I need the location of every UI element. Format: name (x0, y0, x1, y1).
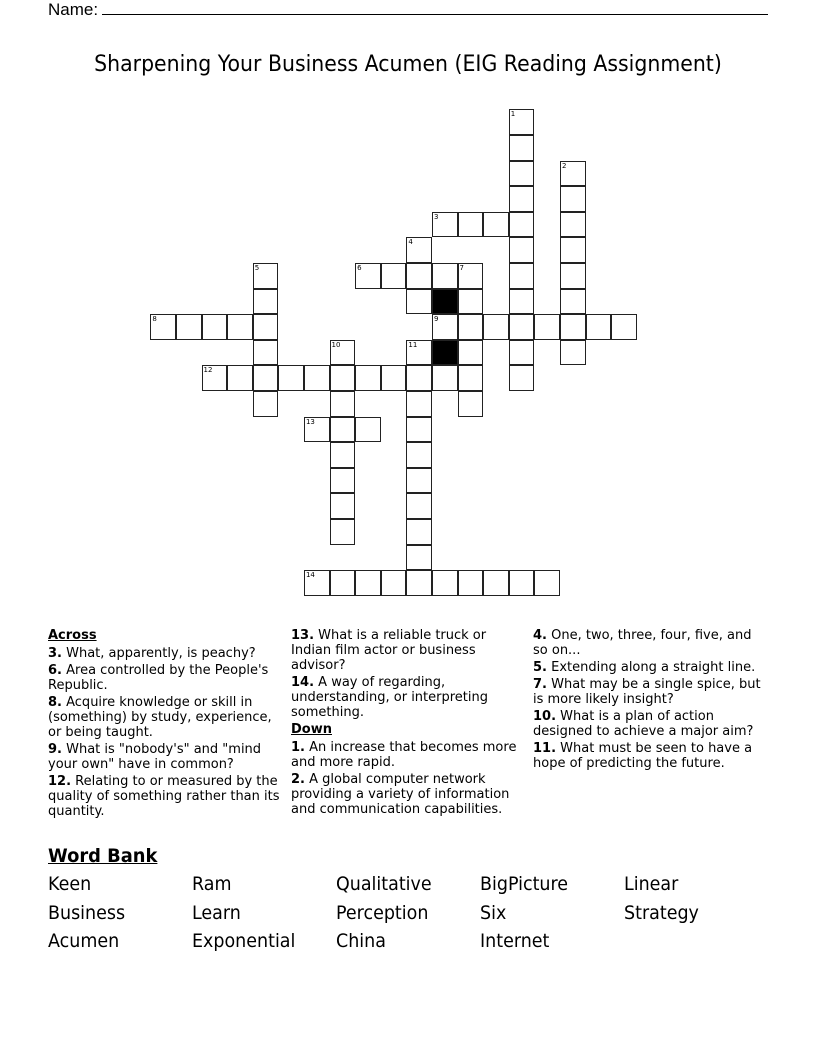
grid-cell[interactable] (330, 365, 356, 391)
grid-cell[interactable] (432, 570, 458, 596)
grid-cell[interactable] (560, 289, 586, 315)
grid-cell[interactable] (227, 314, 253, 340)
grid-cell[interactable] (586, 314, 612, 340)
word-bank-word: Strategy (624, 902, 699, 924)
clue-down-2: 2. A global computer network providing a variety of information and communication capabilities. (291, 772, 510, 817)
grid-cell[interactable] (509, 289, 535, 315)
grid-cell[interactable] (304, 570, 330, 596)
clue-number: 11 (408, 340, 418, 349)
grid-cell[interactable] (458, 212, 484, 238)
clue-down-5: 5. Extending along a straight line. (533, 660, 756, 675)
grid-cell[interactable] (509, 570, 535, 596)
grid-cell[interactable] (330, 570, 356, 596)
word-bank-word: Six (480, 902, 507, 924)
grid-cell[interactable] (560, 237, 586, 263)
black-cell (432, 340, 458, 366)
grid-cell[interactable] (381, 263, 407, 289)
grid-cell[interactable] (458, 391, 484, 417)
grid-cell[interactable] (560, 263, 586, 289)
clue-across-14: 14. A way of regarding, understanding, or interpreting something. (291, 675, 488, 720)
word-bank-word: Linear (624, 873, 679, 895)
clue-across-6: 6. Area controlled by the People's Republic. (48, 663, 269, 693)
grid-cell[interactable] (509, 161, 535, 187)
grid-cell[interactable] (253, 365, 279, 391)
black-cell (432, 289, 458, 315)
clue-number: 9 (433, 315, 439, 324)
word-bank-word: BigPicture (480, 873, 569, 895)
grid-cell[interactable] (509, 186, 535, 212)
grid-cell[interactable] (381, 570, 407, 596)
grid-cell[interactable] (458, 263, 484, 289)
grid-cell[interactable] (509, 340, 535, 366)
grid-cell[interactable] (509, 314, 535, 340)
down-heading: Down (291, 722, 332, 737)
clue-number: 5 (254, 263, 260, 272)
grid-cell[interactable] (458, 314, 484, 340)
grid-cell[interactable] (253, 289, 279, 315)
grid-cell[interactable] (534, 570, 560, 596)
grid-cell[interactable] (509, 135, 535, 161)
grid-cell[interactable] (534, 314, 560, 340)
clue-number: 1 (510, 110, 516, 119)
clue-across-9: 9. What is "nobody's" and "mind your own" have in common? (48, 742, 262, 772)
grid-cell[interactable] (278, 365, 304, 391)
grid-cell[interactable] (509, 263, 535, 289)
clue-down-10: 10. What is a plan of action designed to achieve a major aim? (533, 709, 754, 739)
grid-cell[interactable] (406, 391, 432, 417)
grid-cell[interactable] (227, 365, 253, 391)
clue-number: 2 (561, 161, 567, 170)
grid-cell[interactable] (330, 391, 356, 417)
grid-cell[interactable] (458, 340, 484, 366)
clue-across-12: 12. Relating to or measured by the quality of something rather than its quantity. (48, 774, 280, 819)
grid-cell[interactable] (560, 314, 586, 340)
grid-cell[interactable] (150, 314, 176, 340)
word-bank-word: Exponential (192, 930, 296, 952)
clues-column-2 (291, 628, 527, 819)
grid-cell[interactable] (355, 263, 381, 289)
grid-cell[interactable] (330, 468, 356, 494)
grid-cell[interactable] (176, 314, 202, 340)
clue-number: 8 (152, 315, 157, 324)
clues-column-3 (533, 628, 769, 773)
grid-cell[interactable] (253, 340, 279, 366)
grid-cell[interactable] (560, 186, 586, 212)
grid-cell[interactable] (304, 417, 330, 443)
clue-number: 14 (305, 571, 315, 580)
grid-cell[interactable] (406, 263, 432, 289)
clue-down-7: 7. What may be a single spice, but is more likely insight? (533, 677, 761, 707)
word-bank-word: Business (48, 902, 126, 924)
grid-cell[interactable] (483, 570, 509, 596)
clue-number: 10 (331, 340, 341, 349)
clue-down-1: 1. An increase that becomes more and more rapid. (291, 740, 517, 770)
clue-number: 7 (459, 263, 465, 272)
word-bank-word: Acumen (48, 930, 120, 952)
grid-cell[interactable] (330, 417, 356, 443)
grid-cell[interactable] (406, 468, 432, 494)
grid-cell[interactable] (483, 314, 509, 340)
grid-cell[interactable] (432, 263, 458, 289)
name-label: Name: (48, 0, 99, 19)
grid-cell[interactable] (406, 570, 432, 596)
grid-cell[interactable] (355, 365, 381, 391)
grid-cell[interactable] (304, 365, 330, 391)
clue-down-11: 11. What must be seen to have a hope of predicting the future. (533, 741, 753, 771)
grid-cell[interactable] (406, 519, 432, 545)
clue-number: 4 (408, 238, 413, 247)
grid-cell[interactable] (509, 212, 535, 238)
grid-cell[interactable] (406, 237, 432, 263)
word-bank-word: China (336, 930, 386, 952)
page-title: Sharpening Your Business Acumen (EIG Reading Assignment) (94, 52, 722, 77)
grid-cell[interactable] (330, 493, 356, 519)
word-bank-title: Word Bank (48, 845, 158, 867)
clue-number: 3 (433, 212, 439, 221)
across-heading: Across (48, 628, 97, 643)
grid-cell[interactable] (253, 314, 279, 340)
grid-cell[interactable] (381, 365, 407, 391)
grid-cell[interactable] (406, 493, 432, 519)
grid-cell[interactable] (458, 570, 484, 596)
grid-cell[interactable] (432, 365, 458, 391)
grid-cell[interactable] (330, 519, 356, 545)
grid-cell[interactable] (483, 212, 509, 238)
grid-cell[interactable] (509, 365, 535, 391)
grid-cell[interactable] (458, 365, 484, 391)
grid-cell[interactable] (509, 237, 535, 263)
grid-cell[interactable] (253, 263, 279, 289)
grid-cell[interactable] (458, 289, 484, 315)
grid-cell[interactable] (406, 442, 432, 468)
clues-column-1 (48, 628, 284, 821)
grid-cell[interactable] (406, 365, 432, 391)
grid-cell[interactable] (406, 545, 432, 571)
word-bank-word: Keen (48, 873, 92, 895)
clue-across-8: 8. Acquire knowledge or skill in (something) by study, experience, or being taught. (48, 695, 272, 740)
grid-cell[interactable] (253, 391, 279, 417)
grid-cell[interactable] (509, 109, 535, 135)
clue-down-4: 4. One, two, three, four, five, and so on... (533, 628, 752, 658)
grid-cell[interactable] (406, 417, 432, 443)
clue-number: 12 (203, 366, 213, 375)
word-bank-word: Qualitative (336, 873, 432, 895)
grid-cell[interactable] (432, 314, 458, 340)
grid-cell[interactable] (355, 417, 381, 443)
word-bank-word: Internet (480, 930, 550, 952)
clue-across-3: 3. What, apparently, is peachy? (48, 646, 256, 661)
grid-cell[interactable] (406, 289, 432, 315)
clue-number: 6 (357, 263, 362, 272)
grid-cell[interactable] (330, 340, 356, 366)
word-bank-word: Ram (192, 873, 232, 895)
word-bank-word: Perception (336, 902, 429, 924)
grid-cell[interactable] (560, 340, 586, 366)
word-bank-word: Learn (192, 902, 241, 924)
grid-cell[interactable] (355, 570, 381, 596)
grid-cell[interactable] (406, 340, 432, 366)
clue-across-13: 13. What is a reliable truck or Indian film actor or business advisor? (291, 628, 487, 673)
grid-cell[interactable] (330, 442, 356, 468)
grid-cell[interactable] (202, 314, 228, 340)
grid-cell[interactable] (611, 314, 637, 340)
grid-cell[interactable] (432, 212, 458, 238)
grid-cell[interactable] (202, 365, 228, 391)
clue-number: 13 (305, 417, 315, 426)
grid-cell[interactable] (560, 212, 586, 238)
grid-cell[interactable] (560, 161, 586, 187)
